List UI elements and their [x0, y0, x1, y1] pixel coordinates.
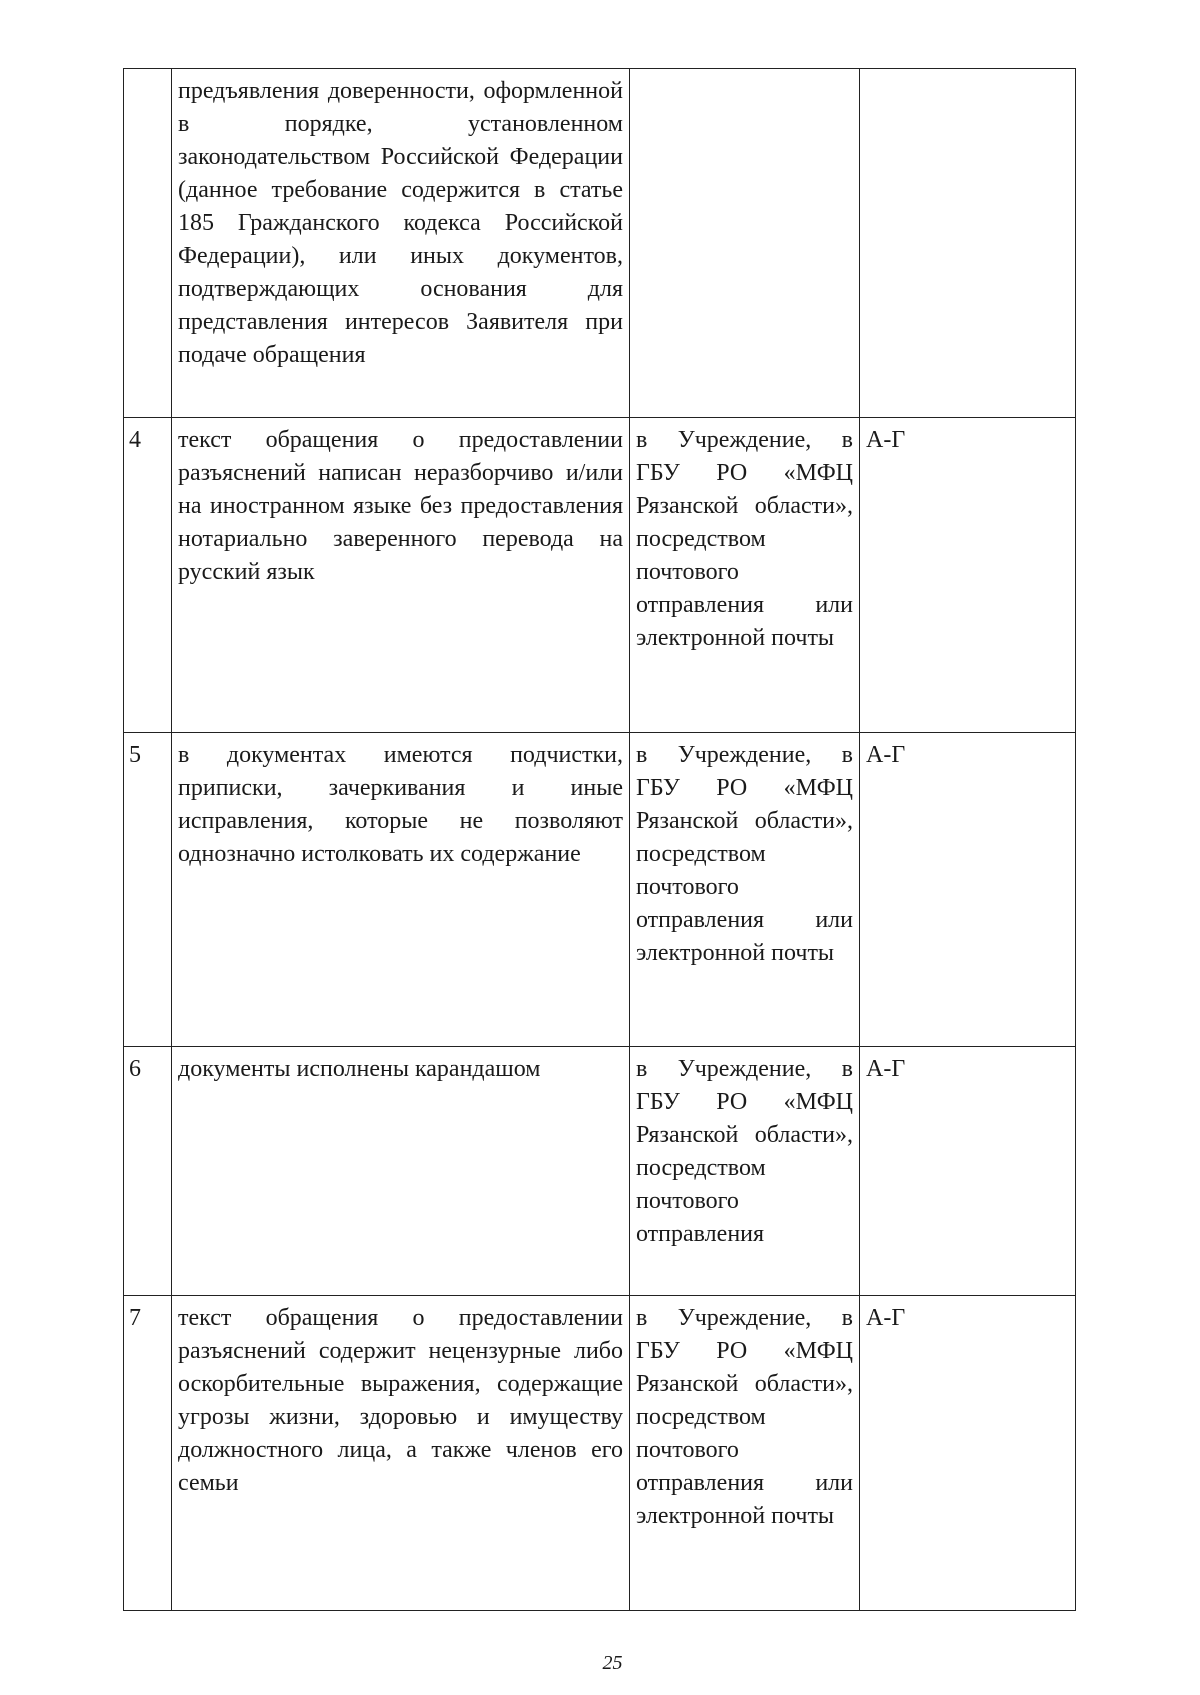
applicant-category: А-Г — [860, 1296, 1076, 1611]
submission-place: в Учреждение, в ГБУ РО «МФЦ Рязанской области», посредством почтового отправления или электронной почты — [630, 1296, 860, 1611]
row-number: 6 — [124, 1047, 172, 1296]
refusal-reason: текст обращения о предоставлении разъяснений содержит нецензурные либо оскорбительные выражения, содержащие угрозы жизни, здоровью и имуществу должностного лица, а также членов его семьи — [172, 1296, 630, 1611]
table-row — [124, 418, 1076, 733]
submission-place — [630, 69, 860, 418]
refusal-reason: предъявления доверенности, оформленной в порядке, установленном законодательством Российской Федерации (данное требование содержится в статье 185 Гражданского кодекса Российской Федерации), или иных документов, подтверждающих основания для представления интересов Заявителя при подаче обращения — [172, 69, 630, 418]
table-row — [124, 1296, 1076, 1611]
refusal-reason: текст обращения о предоставлении разъяснений написан неразборчиво и/или на иностранном языке без предоставления нотариально заверенного перевода на русский язык — [172, 418, 630, 733]
submission-place: в Учреждение, в ГБУ РО «МФЦ Рязанской области», посредством почтового отправления — [630, 1047, 860, 1296]
row-number: 5 — [124, 733, 172, 1047]
row-number — [124, 69, 172, 418]
submission-place: в Учреждение, в ГБУ РО «МФЦ Рязанской области», посредством почтового отправления или электронной почты — [630, 418, 860, 733]
applicant-category: А-Г — [860, 418, 1076, 733]
document-table — [123, 68, 1076, 1611]
table-row — [124, 1047, 1076, 1296]
refusal-reason: в документах имеются подчистки, приписки, зачеркивания и иные исправления, которые не позволяют однозначно истолковать их содержание — [172, 733, 630, 1047]
applicant-category — [860, 69, 1076, 418]
table-row — [124, 733, 1076, 1047]
applicant-category: А-Г — [860, 1047, 1076, 1296]
row-number: 4 — [124, 418, 172, 733]
applicant-category: А-Г — [860, 733, 1076, 1047]
table-row — [124, 69, 1076, 418]
page-number: 25 — [602, 1652, 623, 1674]
refusal-reason: документы исполнены карандашом — [172, 1047, 630, 1296]
row-number: 7 — [124, 1296, 172, 1611]
submission-place: в Учреждение, в ГБУ РО «МФЦ Рязанской области», посредством почтового отправления или электронной почты — [630, 733, 860, 1047]
